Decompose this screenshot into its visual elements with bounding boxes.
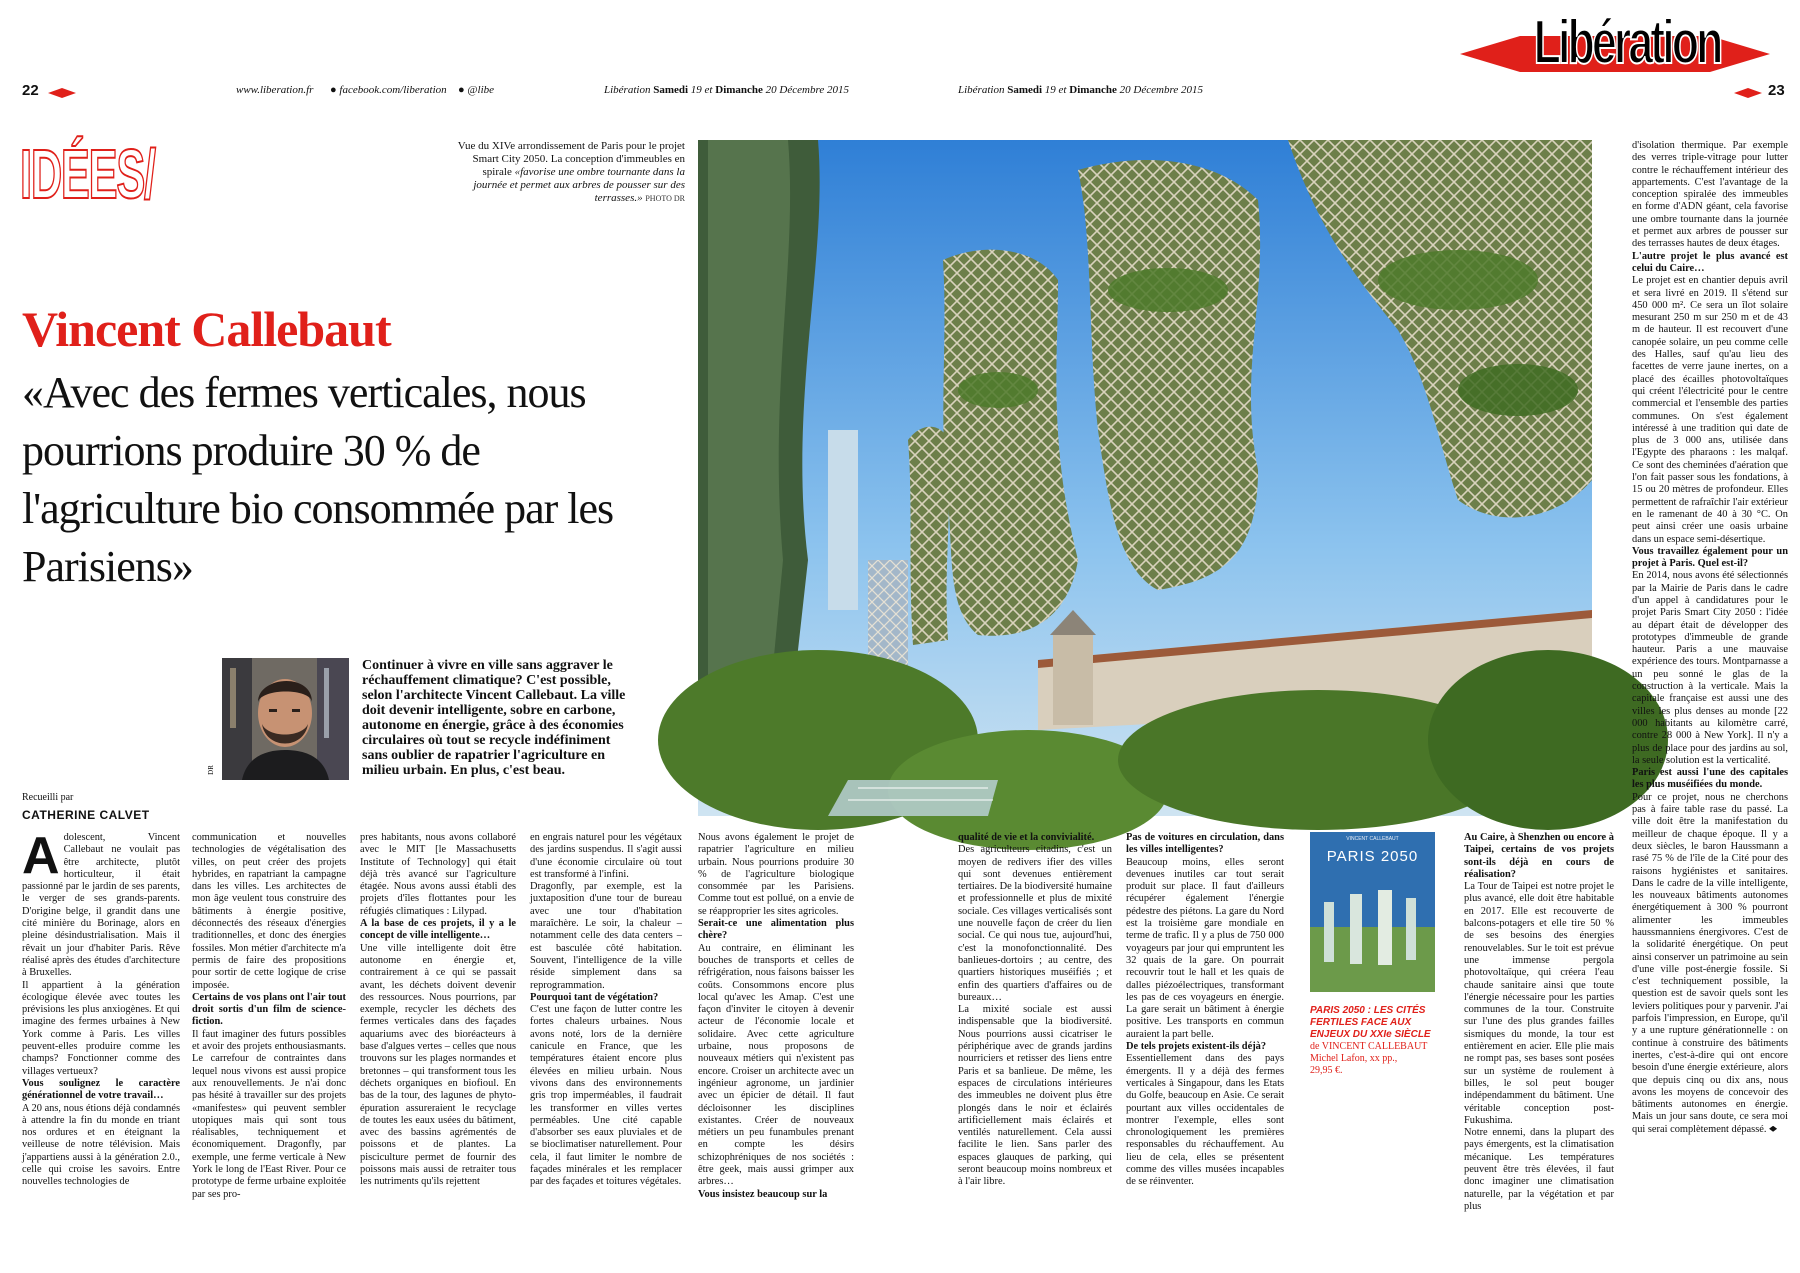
article-column-6 (958, 832, 1112, 1204)
facebook-label: facebook.com/liberation (339, 84, 447, 96)
twitter-link[interactable] (458, 84, 494, 96)
date-and: et (1058, 84, 1067, 96)
smart-city-illustration (698, 140, 1592, 816)
book-price: 29,95 €. (1310, 1065, 1343, 1076)
question: Serait-ce une alimentation plus chère? (698, 918, 854, 942)
twitter-icon: ● (458, 84, 465, 96)
paragraph: Le projet est en chantier depuis avril et sera livré en 2019. Il s'étend sur 450 000 m². Ce sera un îlot solaire mesurant 250 m sur 250 m et de 43 m de hauteur. Il est recouvert d'une canopée solaire, un peu comme celle des Halles, sauf qu'au lieu des facettes de verre jaune inertes, on a placé des écailles photovoltaïques qui créent l'électricité pour le centre commercial et l'ensemble des parties communes. On s'est également intéressé à une tradition qui date de plus de 3 000 ans, utilisée dans l'Egypte des pharaons : les malqaf. Ce sont des cheminées d'aération que l'on fait passer sous les fondations, à 15 ou 20 mètres de profondeur. Elles permettent de rafraîchir l'air extérieur en le ramenant de 40 à 30 °C. On peut ainsi créer une oasis urbaine dans un espace semi-désertique. (1632, 275, 1788, 545)
paragraph: Nous avons également le projet de rapatrier l'agriculture en milieu urbain. Nous pourrions produire 30 % de l'agriculture biologique consommée par les Parisiens. Comme tout est pollué, on a envie de se réapproprier les sites agricoles. (698, 832, 854, 917)
paragraph: Il appartient à la génération écologique élevée avec toutes les prévisions les plus anxiogènes. Et qui imagine des fermes urbaines à New York comme à Paris. Les villes peuvent-elles produire comme les champs? Fonctionner comme des villages vertueux? (22, 979, 180, 1077)
paragraph: Pour ce projet, nous ne cherchons pas à faire table rase du passé. La ville doit être la manifestation du meilleur de chaque époque. Il y a deux siècles, le baron Haussmann a rasé 75 % de l'île de la Cité pour des raisons hygiénistes et sanitaires. Dans le cadre de la ville intelligente, les nouveaux bâtiments autonomes énergétiquement à 300 % pourront alimenter les immeubles haussmanniens énergivores. C'est de la solidarité énergétique. On peut ainsi conserver un patrimoine au sein d'une ville post-énergie fossile. Si c'est techniquement possible, la question est de savoir quels sont les leviers politiques pour y parvenir. J'ai parfois l'impression, en Europe, qu'il y a une rupture générationnelle : on continue à construire des bâtiments inertes, c'est-à-dire qui ont encore besoin d'une énergie extérieure, alors que depuis cinq ou dix ans, nous avons les moyens de concevoir des bâtiments autonomes en énergie. Mais un jour sans doute, ce sera moi qui serai complètement dépassé. (1632, 791, 1788, 1135)
paragraph: en engrais naturel pour les végétaux des jardins suspendus. Il s'agit aussi d'une économie circulaire où tout est transformé à l'infini. (530, 832, 682, 880)
book-cover-title: PARIS 2050 (1326, 848, 1419, 865)
website-link[interactable]: www.liberation.fr (236, 84, 314, 96)
book-title: PARIS 2050 : LES CITÉS FERTILES FACE AUX ENJEUX DU XXIe SIÈCLE (1310, 1005, 1431, 1040)
paragraph: Dragonfly, par exemple, est la juxtaposition d'une tour de bureau avec une tour d'habitation maraîchère. Le soir, la chaleur – notamment celle des data centers – est basculée côté habitation. Souvent, l'intelligence de la ville réside simplement dans sa reprogrammation. (530, 881, 682, 991)
date-day1: 19 (690, 84, 702, 96)
red-diamond-icon (48, 88, 76, 98)
caption-quote: «favorise une ombre tournante dans la journée et permet aux arbres de pousser sur des terrasses.» (473, 166, 685, 204)
paragraph: Une ville intelligente doit être autonome en énergie et, contrairement à ce qui se passait avant, les déchets doivent devenir des ressources. Nous pourrions, par exemple, recycler les déchets des fermes verticales dans des façades aquariums avec des bioréacteurs à base d'algues vertes – celles que nous trouvons sur les plages normandes et bretonnes – qui transforment tous les déchets organiques en biofioul. En bas de la tour, des lagunes de phyto-épuration assureraient le recyclage de toutes les eaux usées du bâtiment, avec des bassins agrémentés de poissons et de plantes. La pisciculture permet de fournir des poissons mais aussi de retraiter tous les nutriments qu'ils rejettent (360, 942, 516, 1188)
date-day2-label: Dimanche (715, 84, 763, 96)
date-day1: 19 (1044, 84, 1056, 96)
end-mark-icon (1769, 1126, 1777, 1132)
article-column-5 (698, 832, 854, 1204)
lead-paragraph: Continuer à vivre en ville sans aggraver le réchauffement climatique? C'est possible, selon l'architecte Vincent Callebaut. La ville doit devenir intelligente, sobre en carbone, autonome en énergie, grâce à des économies circulaires où tout se recycle indéfiniment sans oublier de rapatrier l'agriculture en milieu urbain. En plus, c'est beau. (362, 658, 626, 778)
issue-date-right (958, 84, 1203, 96)
question: Vous insistez beaucoup sur la (698, 1188, 828, 1200)
question: L'autre projet le plus avancé est celui du Caire… (1632, 250, 1788, 274)
paper-name: Libération (958, 84, 1005, 96)
liberation-logo (1460, 8, 1770, 78)
page-number-left: 22 (22, 82, 39, 99)
question: Au Caire, à Shenzhen ou encore à Taipei, certains de vos projets sont-ils déjà en cours de réalisation? (1464, 832, 1614, 880)
paragraph: La mixité sociale est aussi indispensable que la biodiversité. Nous pourrions aussi cicatriser le périphérique avec de grands jardins nourriciers et retisser des liens entre Paris et sa banlieue. De même, les espaces de circulations intérieures des immeubles ne doivent plus être plongés dans le noir et éclairés artificiellement mais éclairés et ventilés naturellement. Cela aussi facilite le lien. Sans parler des espaces glauques de parking, qui seront beaucoup moins nombreux et à l'air libre. (958, 1004, 1112, 1188)
section-title: IDÉES/ (20, 135, 155, 213)
date-rest: 20 Décembre 2015 (1119, 84, 1203, 96)
caption-credit: PHOTO DR (645, 194, 685, 203)
article-column-3 (360, 832, 516, 1204)
page-number-right: 23 (1768, 82, 1785, 99)
date-day1-label: Samedi (653, 84, 689, 96)
author-portrait (222, 658, 349, 780)
paragraph: Beaucoup moins, elles seront devenues inutiles car tout serait produit sur place. Il faut d'ailleurs récupérer également l'énergie pédestre des piétons. La gare du Nord est la troisième gare mondiale en terme de trafic. Il y a plus de 750 000 voyageurs par jour qui empruntent les 32 quais de la gare. On pourrait recouvrir tout le hall et les quais de dalles piézoélectriques, transformant les pas de ces voyageurs en énergie. La gare serait un bâtiment à énergie positive. Les transports en commun auraient la part belle. (1126, 856, 1284, 1040)
paragraph: Essentiellement dans des pays émergents. Il y a déjà des fermes verticales à Singapour, dans les Etats du Golfe, beaucoup en Asie. Ce serait pourtant aux villes occidentales de montrer l'exemple, elles sont chronologiquement les premières responsables du réchauffement. Au lieu de cela, elles se présentent comme des villes musées incapables de se réinventer. (1126, 1053, 1284, 1188)
paragraph: En 2014, nous avons été sélectionnés par la Mairie de Paris dans le cadre d'un appel à candidatures pour le projet Paris Smart City 2050 : l'idée au départ était de développer des prototypes d'immeuble de grande hauteur. Paris a une mauvaise expérience des tours. Montparnasse a un peu sonné le glas de la construction à la verticale. Mais la capitale française est aussi une des villes les plus denses au monde [22 000 habitants au kilomètre carré, contre 28 000 à New York]. Il n'y a plus de place pour des jardins au sol, la seule solution est la verticalité. (1632, 570, 1788, 766)
portrait-credit: DR (206, 765, 215, 775)
article-column-2 (192, 832, 346, 1204)
question: De tels projets existent-ils déjà? (1126, 1041, 1267, 1053)
article-column-7 (1126, 832, 1284, 1204)
paragraph: Il faut imaginer des futurs possibles et avoir des projets enthousiasmants. Le carrefour de contraintes dans lequel nous vivons est aussi propice aux renouvellements. Je n'ai donc pas hésité à travailler sur des projets «manifestes» qui peuvent sembler utopiques mais qui sont tous réalisables, techniquement et économiquement. Dragonfly, par exemple, une ferme verticale à New York le long de l'East River. Pour ce prototype de ferme urbaine exploitée par ses pro- (192, 1028, 346, 1200)
paragraph: Des agriculteurs citadins, c'est un moyen de redivers ifier des villes qui sont devenues entièrement tertiaires. De la biodiversité humaine et professionnelle et plus de mixité sociale. Ces villages verticalisés sont une nouvelle façon de créer du lien social. Ce qui nous tue, aujourd'hui, c'est la monofonctionnalité. Des banlieues-dortoirs ; au centre, des quartiers historiques muséifiés ; et enfin des quartiers d'affaires ou de bureaux… (958, 844, 1112, 1003)
paragraph: d'isolation thermique. Par exemple des verres triple-vitrage pour lutter contre le réchauffement intérieur des appartements. C'est l'avantage de la conception spiralée des immeubles en forme d'ADN géant, cela favorise une ombre tournante dans la journée et permet aux arbres de pousser sur des terrasses hautes de deux étages. (1632, 140, 1788, 250)
logo-wordmark: Libération (1533, 8, 1721, 77)
question: Paris est aussi l'une des capitales les plus muséifiées du monde. (1632, 767, 1788, 791)
article-column-right (1632, 140, 1788, 1204)
article-column-4 (530, 832, 682, 1204)
drop-cap: A (22, 827, 60, 885)
date-rest: 20 Décembre 2015 (765, 84, 849, 96)
paragraph: communication et nouvelles technologies de végétalisation des villes, on peut créer des projets hybrides, en rapatriant la campagne dans les villes. Les architectes de mon âge veulent tous construire des bâtiments à énergie positive, déconnectés des réseaux d'énergies traditionnelles, et donc des énergies fossiles. Mon métier d'architecte m'a permis de faire des propositions pour sortir de cette logique de crise imposée. (192, 832, 346, 991)
book-cover-author: VINCENT CALLEBAUT (1346, 836, 1399, 842)
paragraph: dolescent, Vincent Callebaut ne voulait pas être architecte, plutôt horticulteur, il était passionné par le jardin de ses parents, le verger de ses grands-parents. D'origine belge, il grandit dans une cité minière du Borinage, alors en pleine désindustrialisation. Mais il rêvait un jour d'habiter Paris. Rêve réalisé après des études d'architecture à Bruxelles. (22, 832, 180, 979)
caption-text: Vue du XIVe arrondissement de Paris pour le projet Smart City 2050. La conception d'immeubles en spirale (457, 140, 685, 178)
question: Pourquoi tant de végétation? (530, 991, 659, 1003)
book-cover (1310, 832, 1435, 992)
byline-label: Recueilli par (22, 792, 74, 803)
article-column-1 (22, 827, 180, 1204)
question: Certains de vos plans ont l'air tout droit sortis d'un film de science-fiction. (192, 991, 346, 1028)
issue-date-left (604, 84, 849, 96)
paragraph: La Tour de Taipei est notre projet le plus avancé, elle doit être habitable en 2017. Elle est recouverte de balcons-potagers et elle tire 50 % de ses besoins des énergies renouvelables. Sur le toit est prévue une immense pergola photovoltaïque, qui créera l'eau chaude sanitaire ainsi que toute l'énergie nécessaire pour les parties communes de la tour. Construite sur l'une des plus grandes failles sismiques du monde, la tour est entièrement en acier. Elle plie mais ne rompt pas, ses bases sont posées sur un système de roulement à billes, le sol peut bouger indépendamment du bâtiment. Une véritable conception post-Fukushima. (1464, 881, 1614, 1126)
question: qualité de vie et la convivialité. (958, 832, 1095, 843)
question: Pas de voitures en circulation, dans les villes intelligentes? (1126, 832, 1284, 856)
paragraph: Notre ennemi, dans la plupart des pays émergents, est la climatisation mécanique. Les températures peuvent être très élevées, il faut donc imaginer une climatisation naturelle, par la végétation et par plus (1464, 1127, 1614, 1212)
byline-author: CATHERINE CALVET (22, 808, 150, 822)
paragraph: C'est une façon de lutter contre les fortes chaleurs urbaines. Nous avons noté, lors de la dernière canicule en France, que les températures étaient encore plus élevées en milieu urbain. Nous vivons dans des environnements gris trop imperméables, il faudrait les transformer en villes vertes perméables. Une cité capable d'absorber ses eaux pluviales et de se bioclimatiser naturellement. Pour cela, il faut limiter le nombre de façades minérales et les remplacer par des façades et toitures végétales. (530, 1004, 682, 1188)
twitter-label: @libe (467, 84, 495, 96)
interviewee-name: Vincent Callebaut (22, 301, 391, 357)
paper-name: Libération (604, 84, 651, 96)
paragraph: A 20 ans, nous étions déjà condamnés à attendre la fin du monde en triant nos ordures et en éteignant la veilleuse de notre télévision. Mais j'appartiens aussi à la génération 2.0., celle qui croise les savoirs. Entre nouvelles technologies de (22, 1102, 180, 1188)
paragraph: pres habitants, nous avons collaboré avec le MIT [le Massachusetts Institute of Technology] qui était déjà très avancé sur l'agriculture étagée. Nous avons aussi établi des projets d'îles flottantes pour les réfugiés climatiques : Lilypad. (360, 832, 516, 917)
book-reference (1310, 1005, 1440, 1077)
date-and: et (704, 84, 713, 96)
question: Vous travaillez également pour un projet à Paris. Quel est-il? (1632, 545, 1788, 570)
date-day2-label: Dimanche (1069, 84, 1117, 96)
photo-caption (455, 140, 685, 205)
book-author: de VINCENT CALLEBAUT (1310, 1041, 1428, 1052)
paragraph: Au contraire, en éliminant les bouches de transports et celles de réfrigération, nous faisons baisser les coûts. Consommons encore plus local qu'avec les Amap. C'est une façon d'inviter le citoyen à devenir acteur de l'économie locale et solidaire. Avec cette agriculture urbaine, nous proposons de nouveaux métiers qui n'existent pas encore. Croiser un architecte avec un ingénieur agronome, un jardinier avec un épicier de détail. Il faut décloisonner les disciplines existantes. Créer de nouveaux métiers un peu funambules prenant en compte les désirs schizophréniques de nos sociétés : être geek, mais aussi grimper aux arbres… (698, 942, 854, 1188)
question: Vous soulignez le caractère générationnel de votre travail… (22, 1077, 180, 1102)
question: A la base de ces projets, il y a le concept de ville intelligente… (360, 918, 516, 942)
book-publisher: Michel Lafon, xx pp., (1310, 1053, 1398, 1064)
date-day1-label: Samedi (1007, 84, 1043, 96)
article-column-8 (1464, 832, 1614, 1212)
headline: «Avec des fermes verticales, nous pourrions produire 30 % de l'agriculture bio consommée par les Parisiens» (22, 368, 614, 591)
facebook-icon: ● (330, 84, 337, 96)
facebook-link[interactable] (330, 84, 447, 96)
red-diamond-icon (1734, 88, 1762, 98)
